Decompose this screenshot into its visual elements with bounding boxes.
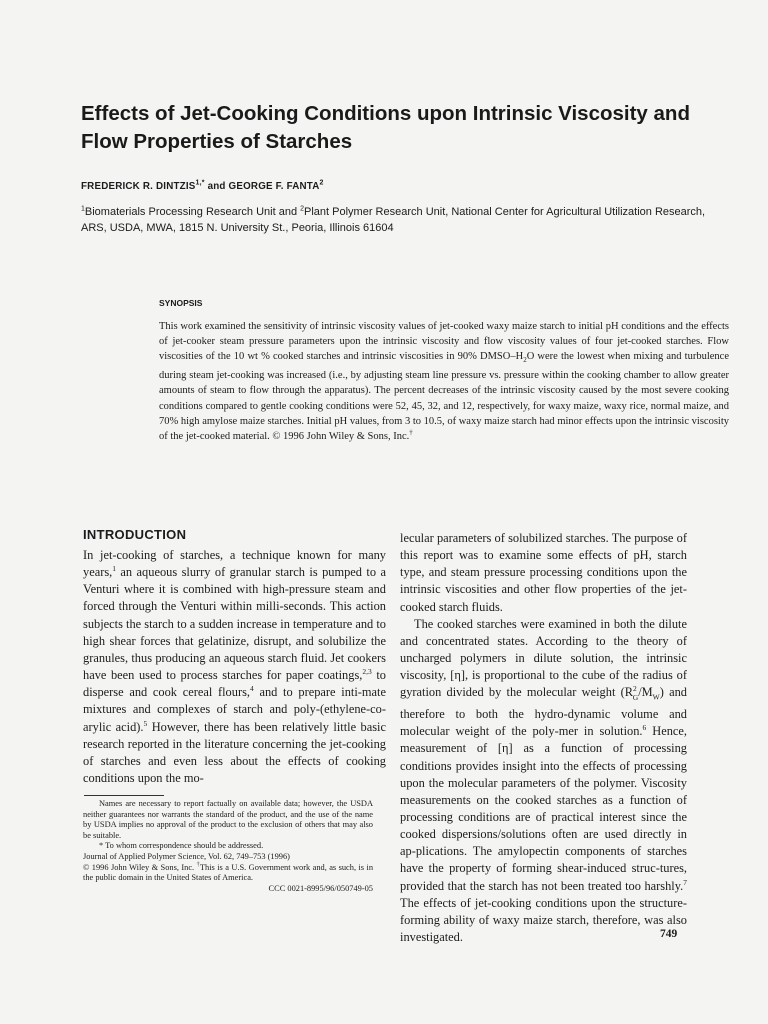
footnote-correspondence: * To whom correspondence should be addressed.	[99, 841, 264, 851]
copyright-notice	[83, 863, 373, 884]
affiliations	[81, 204, 711, 236]
citation-ref: 5	[143, 718, 148, 728]
intro-text-2: an aqueous slurry of granular starch is pumped to a Venturi where it is combined with high-pressure steam and forced through the Venturi within milli-seconds. This action subjects the starch to a sudden increase in temperature and to high shear forces that gelatinize, disrupt, and solubilize the granules, thus producing an aqueous starch fluid. Jet cookers have been used to process starches for paper coatings,	[83, 565, 386, 683]
paper-title: Effects of Jet-Cooking Conditions upon Intrinsic Viscosity and Flow Properties of Starches	[81, 102, 690, 153]
synopsis-dagger: †	[409, 428, 413, 437]
affiliation-2: Plant Polymer Research Unit, National Center for Agricultural Utilization Research, ARS, USDA, MWA, 1815 N. University St., Peoria, Illinois 61604	[81, 206, 706, 234]
intro-text-1: In jet-cooking of starches, a technique known for many years,	[83, 548, 386, 580]
intro-text-4: and to prepare inti-mate mixtures and complexes of starch and poly-(ethylene-co-arylic acid).	[83, 685, 386, 734]
intro-right-text-2: /M	[638, 685, 653, 700]
intro-text-3: to disperse and cook cereal flours,	[83, 668, 386, 700]
author-2-affiliation-mark: 2	[319, 179, 324, 187]
copyright-text-1: © 1996 John Wiley & Sons, Inc.	[83, 862, 197, 872]
introduction-left-column	[83, 547, 386, 787]
synopsis-text	[159, 319, 729, 444]
synopsis-subscript: 2	[523, 356, 527, 365]
ccc-code: CCC 0021-8995/96/050749-05	[268, 883, 373, 893]
intro-right-paragraph-2	[400, 616, 687, 946]
affiliation-mark-2: 2	[300, 205, 305, 213]
citation-ref: 2,3	[362, 666, 372, 676]
intro-text-5: However, there has been relatively little basic research reported in the literature concerning the jet-cooking of starches and even less about the effects of cooking conditions upon the mo-	[83, 719, 386, 786]
author-conjunction: and	[204, 181, 229, 192]
citation-ref: 4	[250, 684, 254, 694]
intro-right-text-5: The effects of jet-cooking conditions upon the structure-forming ability of waxy maize starch, therefore, was also investigated.	[400, 895, 687, 945]
copyright-text-2: This is a U.S. Government work and, as such, is in the public domain in the United States of America.	[83, 862, 374, 883]
author-2: GEORGE F. FANTA	[228, 181, 320, 192]
introduction-heading: INTRODUCTION	[83, 527, 187, 542]
author-1: FREDERICK R. DINTZIS	[81, 181, 196, 192]
copyright-dagger: †	[196, 861, 200, 868]
intro-right-text-1: The cooked starches were examined in both the dilute and concentrated states. According to the theory of uncharged polymers in dilute solution, the intrinsic viscosity, [η], is proportional to the cube of the radius of gyration divided by the molecular weight (R	[400, 616, 687, 700]
radius-superscript: 2	[633, 684, 637, 694]
citation-ref: 6	[642, 723, 647, 733]
citation-ref: 1	[112, 564, 116, 574]
affiliation-mark-1: 1	[81, 205, 85, 213]
synopsis-text-part-1: This work examined the sensitivity of intrinsic viscosity values of jet-cooked waxy maize starch to initial pH conditions and the effects of jet-cooker steam pressure parameters upon the intrinsic viscosity and flow viscosity values of four jet-cooked starches. Flow viscosities of the 10 wt % cooked starches and intrinsic viscosities in 90% DMSO–H	[159, 321, 729, 363]
synopsis-text-part-2: O were the lowest when mixing and turbulence during steam jet-cooking was increased (i.e., by adjusting steam line pressure vs. pressure within the cooking chamber to allow greater amounts of steam to flow through the apparatus). The percent decreases of the intrinsic viscosity caused by the most severe cooking conditions compared to gentle cooking conditions were 52, 45, 32, and 12, respectively, for waxy maize, waxy rice, normal maize, and 70% high amylose maize starches. Initial pH values, from 3 to 10.5, of waxy maize starch had minor effects upon the intrinsic viscosity of the jet-cooked material. © 1996 John Wiley & Sons, Inc.	[159, 351, 729, 442]
introduction-right-column	[400, 530, 687, 946]
author-1-affiliation-mark: 1,*	[195, 179, 205, 187]
footnote-disclaimer: Names are necessary to report factually on available data; however, the USDA neither guarantees nor warrants the standard of the product, and the use of the name by USDA implies no approval of the product to the exclusion of others that may also be suitable.	[83, 799, 373, 840]
radius-subscript: G	[632, 692, 639, 702]
journal-citation: Journal of Applied Polymer Science, Vol. 62, 749–753 (1996)	[83, 851, 290, 861]
intro-right-text-3: ) and therefore to both the hydro-dynamic volume and molecular weight of the poly-mer in solution.	[400, 685, 687, 739]
intro-right-text-4: Hence, measurement of [η] as a function of processing conditions provides insight into the effects of processing upon the molecular parameters of the polymer. Viscosity measurements on the cooked starches as a function of processing conditions are of practical interest since the cooked dispersions/solutions often are used directly in ap-plications. The amylopectin components of starches have the property of forming shear-induced struc-tures, provided that the starch has not been treated too harshly.	[400, 724, 687, 893]
synopsis-heading: SYNOPSIS	[159, 298, 203, 308]
affiliation-1: Biomaterials Processing Research Unit and	[84, 206, 301, 218]
mw-subscript: W	[652, 692, 660, 702]
author-line	[81, 181, 324, 192]
footnotes	[83, 799, 373, 894]
citation-ref: 7	[683, 877, 687, 887]
page-number: 749	[660, 928, 678, 940]
intro-right-paragraph-1: lecular parameters of solubilized starches. The purpose of this report was to examine some effects of pH, starch type, and steam pressure processing conditions upon the intrinsic viscosities and other flow properties of the jet-cooked starch fluids.	[400, 531, 687, 614]
footnote-divider	[84, 795, 164, 796]
